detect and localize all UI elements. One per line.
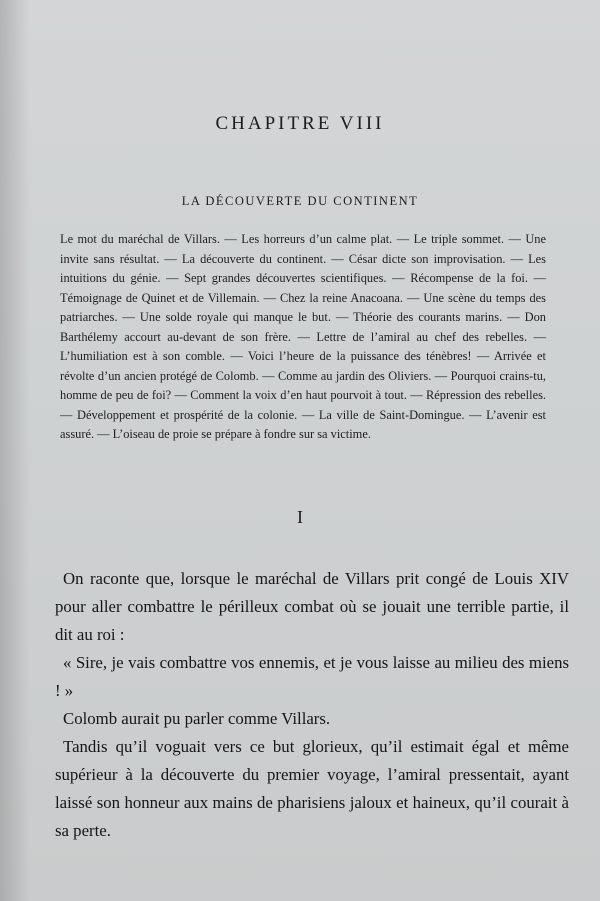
page-gutter-shadow [0,0,30,901]
paragraph: Tandis qu’il voguait vers ce but glorieux, qu’il estimait égal et même supérieur à la découverte du premier voyage, l’amiral pressentait, ayant laissé son honneur aux mains de pharisiens jaloux et haineux, qu’il courait à sa perte. [55,737,569,840]
body-text [55,565,569,845]
paragraph: Colomb aurait pu parler comme Villars. [63,709,331,728]
chapter-subtitle: LA DÉCOUVERTE DU CONTINENT [181,194,419,208]
section-numeral: I [297,507,303,527]
paragraph: « Sire, je vais combattre vos ennemis, et je vous laisse au milieu des miens ! » [55,653,569,700]
chapter-title: CHAPITRE VIII [215,113,385,134]
chapter-summary: Le mot du maréchal de Villars. — Les horreurs d’un calme plat. — Le triple sommet. — Une invite sans résultat. — La découverte du continent. — César dicte son improvisation. — Les intuitions du génie. — Sept grandes découvertes scientifiques. — Récompense de la foi. — Témoignage de Quinet et de Villemain. — Chez la reine Anacoana. — Une scène du temps des patriarches. — Une solde royale qui manque le but. — Théorie des courants marins. — Don Barthélemy accourt au-devant de son frère. — Lettre de l’amiral au chef des rebelles. — L’humiliation est à son comble. — Voici l’heure de la puissance des ténèbres! — Arrivée et révolte d’un ancien protégé de Colomb. — Comme au jardin des Oliviers. — Pourquoi crains-tu, homme de peu de foi? — Comment la voix d’en haut pourvoit à tout. — Répression des rebelles. — Développement et prospérité de la colonie. — La ville de Saint-Domingue. — L’avenir est assuré. — L’oiseau de proie se prépare à fondre sur sa victime. [60,232,546,441]
paragraph: On raconte que, lorsque le maréchal de Villars prit congé de Louis XIV pour aller combattre le périlleux combat où se jouait une terrible partie, il dit au roi : [55,569,569,644]
